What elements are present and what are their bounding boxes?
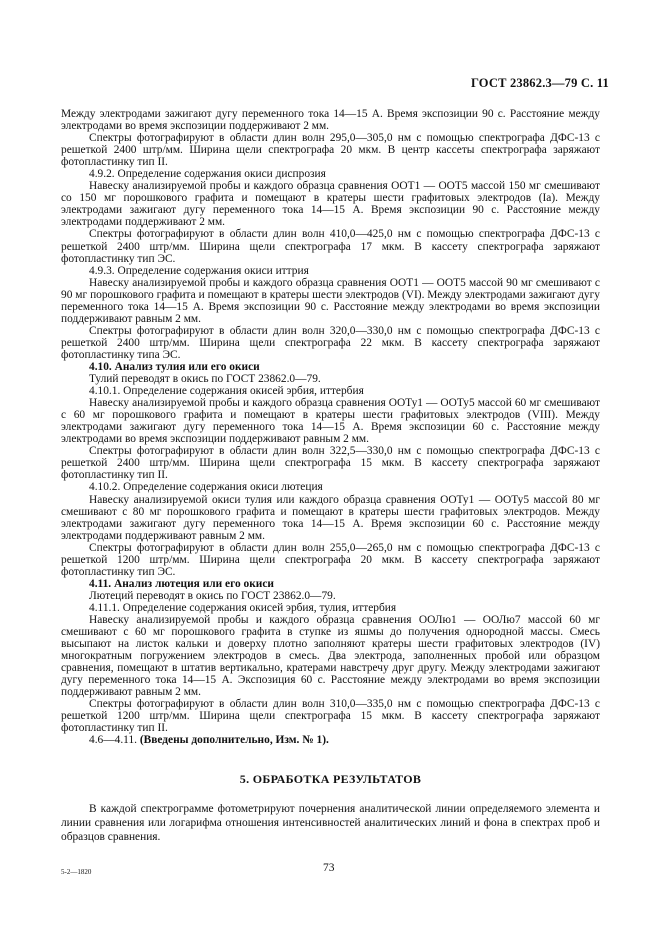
subsection-heading: 4.10.1. Определение содержания окисей эрбия, иттербия [89,385,364,398]
paragraph: Навеску анализируемой пробы и каждого образца сравнения ООТ1 — ООТ5 массой 150 мг смешивают со 150 мг порошкового графита и помещают в кратеры шести графитовых электродов (Ia). Между электродами зажигают дугу переменного тока 14—15 А. Время экспозиции 90 с. Расстояние между электродами поддерживают 2 мм. [61,180,600,229]
paragraph: В каждой спектрограмме фотометрируют почернения аналитической линии определяемого элемента и линии сравнения или логарифма отношения интенсивностей аналитических линий и фона в спектрах проб и образцов сравнения. [61,802,600,843]
amendment-ref: 4.6—4.11. [89,734,140,747]
paragraph: Спектры фотографируют в области длин волн 410,0—425,0 нм с помощью спектрографа ДФС-13 с решеткой 2400 штр/мм. Ширина щели спектрографа 17 мкм. В кассету спектрографа заряжают фотопластинку тип ЭС. [61,228,600,265]
page-content [61,108,600,844]
subsection-heading: 4.11.1. Определение содержания окисей эрбия, тулия, иттербия [89,601,397,614]
paragraph: Тулий переводят в окись по ГОСТ 23862.0—79. [89,373,321,386]
paragraph: Спектры фотографируют в области длин волн 255,0—265,0 нм с помощью спектрографа ДФС-13 с решеткой 1200 штр/мм. Ширина щели спектрографа 20 мкм. В кассету спектрографа заряжают фотопластинку тип ЭС. [61,541,600,578]
paragraph: Спектры фотографируют в области длин волн 295,0—305,0 нм с помощью спектрографа ДФС-13 с решеткой 2400 штр/мм. Ширина щели спектрографа 20 мкм. В центр кассеты спектрографа заряжают фотопластинку тип II. [61,132,600,169]
paragraph: Спектры фотографируют в области длин волн 320,0—330,0 нм с помощью спектрографа ДФС-13 с решеткой 2400 штр/мм. Ширина щели спектрографа 22 мкм. В кассету спектрографа заряжают фотопластинку типа ЭС. [61,324,600,361]
page-header: ГОСТ 23862.3—79 С. 11 [470,76,609,90]
paragraph: Спектры фотографируют в области длин волн 310,0—335,0 нм с помощью спектрографа ДФС-13 с решеткой 1200 штр/мм. Ширина щели спектрографа 15 мкм. В кассету спектрографа заряжают фотопластинку тип II. [61,698,600,735]
paragraph: Между электродами зажигают дугу переменного тока 14—15 А. Время экспозиции 90 с. Расстояние между электродами во время экспозиции поддерживают 2 мм. [61,108,600,133]
paragraph: Лютеций переводят в окись по ГОСТ 23862.0—79. [89,589,336,602]
amendment-note [61,734,600,746]
subsection-heading: 4.9.2. Определение содержания окиси диспрозия [89,168,326,181]
amendment-text: (Введены дополнительно, Изм. № 1). [139,734,329,747]
paragraph: Навеску анализируемой пробы и каждого образца сравнения ООЛю1 — ООЛю7 массой 60 мг смешивают с 60 мг порошкового графита в ступке из яшмы до получения однородной массы. Смесь высыпают на листок кальки и доверху плотно заполняют кратеры шести графитовых электродов (IV) многократным погружением электродов в смесь. Два электрода, заполненных пробой или образцом сравнения, помещают в штатив вертикально, кратерами навстречу друг другу. Между электродами зажигают дугу переменного тока 14—15 А. Экспозиция 60 с. Расстояние между электродами во время экспозиции поддерживают равным 2 мм. [61,613,600,699]
paragraph: Навеску анализируемой пробы и каждого образца сравнения ООТу1 — ООТу5 массой 60 мг смешивают с 60 мг порошкового графита и помещают в кратеры шести графитовых электродов (VIII). Между электродами зажигают дугу переменного тока 14—15 А. Время экспозиции 60 с. Расстояние между электродами во время экспозиции поддерживают равным 2 мм. [61,397,600,446]
section-5-heading: 5. ОБРАБОТКА РЕЗУЛЬТАТОВ [239,772,422,787]
subsection-heading: 4.10.2. Определение содержания окиси лютеция [89,481,323,494]
print-mark: 5-2—1820 [61,868,92,876]
section-heading: 4.10. Анализ тулия или его окиси [89,360,260,373]
section-heading: 4.11. Анализ лютеция или его окиси [89,577,274,590]
paragraph: Спектры фотографируют в области длин волн 322,5—330,0 нм с помощью спектрографа ДФС-13 с решеткой 2400 штр/мм. Ширина щели спектрографа 15 мкм. В кассету спектрографа заряжают фотопластинку тип II. [61,445,600,482]
page-number: 73 [323,862,335,874]
paragraph: Навеску анализируемой окиси тулия или каждого образца сравнения ООТу1 — ООТу5 массой 80 мг смешивают с 80 мг порошкового графита и помещают в кратеры шести графитовых электродов. Между электродами зажигают дугу переменного тока 14—15 А. Время экспозиции 60 с. Расстояние между электродами поддерживают равным 2 мм. [61,493,600,542]
paragraph: Навеску анализируемой пробы и каждого образца сравнения ООТ1 — ООТ5 массой 90 мг смешивают с 90 мг порошкового графита и помещают в кратеры шести электродов (VI). Между электродами зажигают дугу переменного тока 14—15 А. Время экспозиции 90 с. Расстояние между электродами во время экспозиции поддерживают равным 2 мм. [61,276,600,325]
subsection-heading: 4.9.3. Определение содержания окиси иттрия [89,264,309,277]
